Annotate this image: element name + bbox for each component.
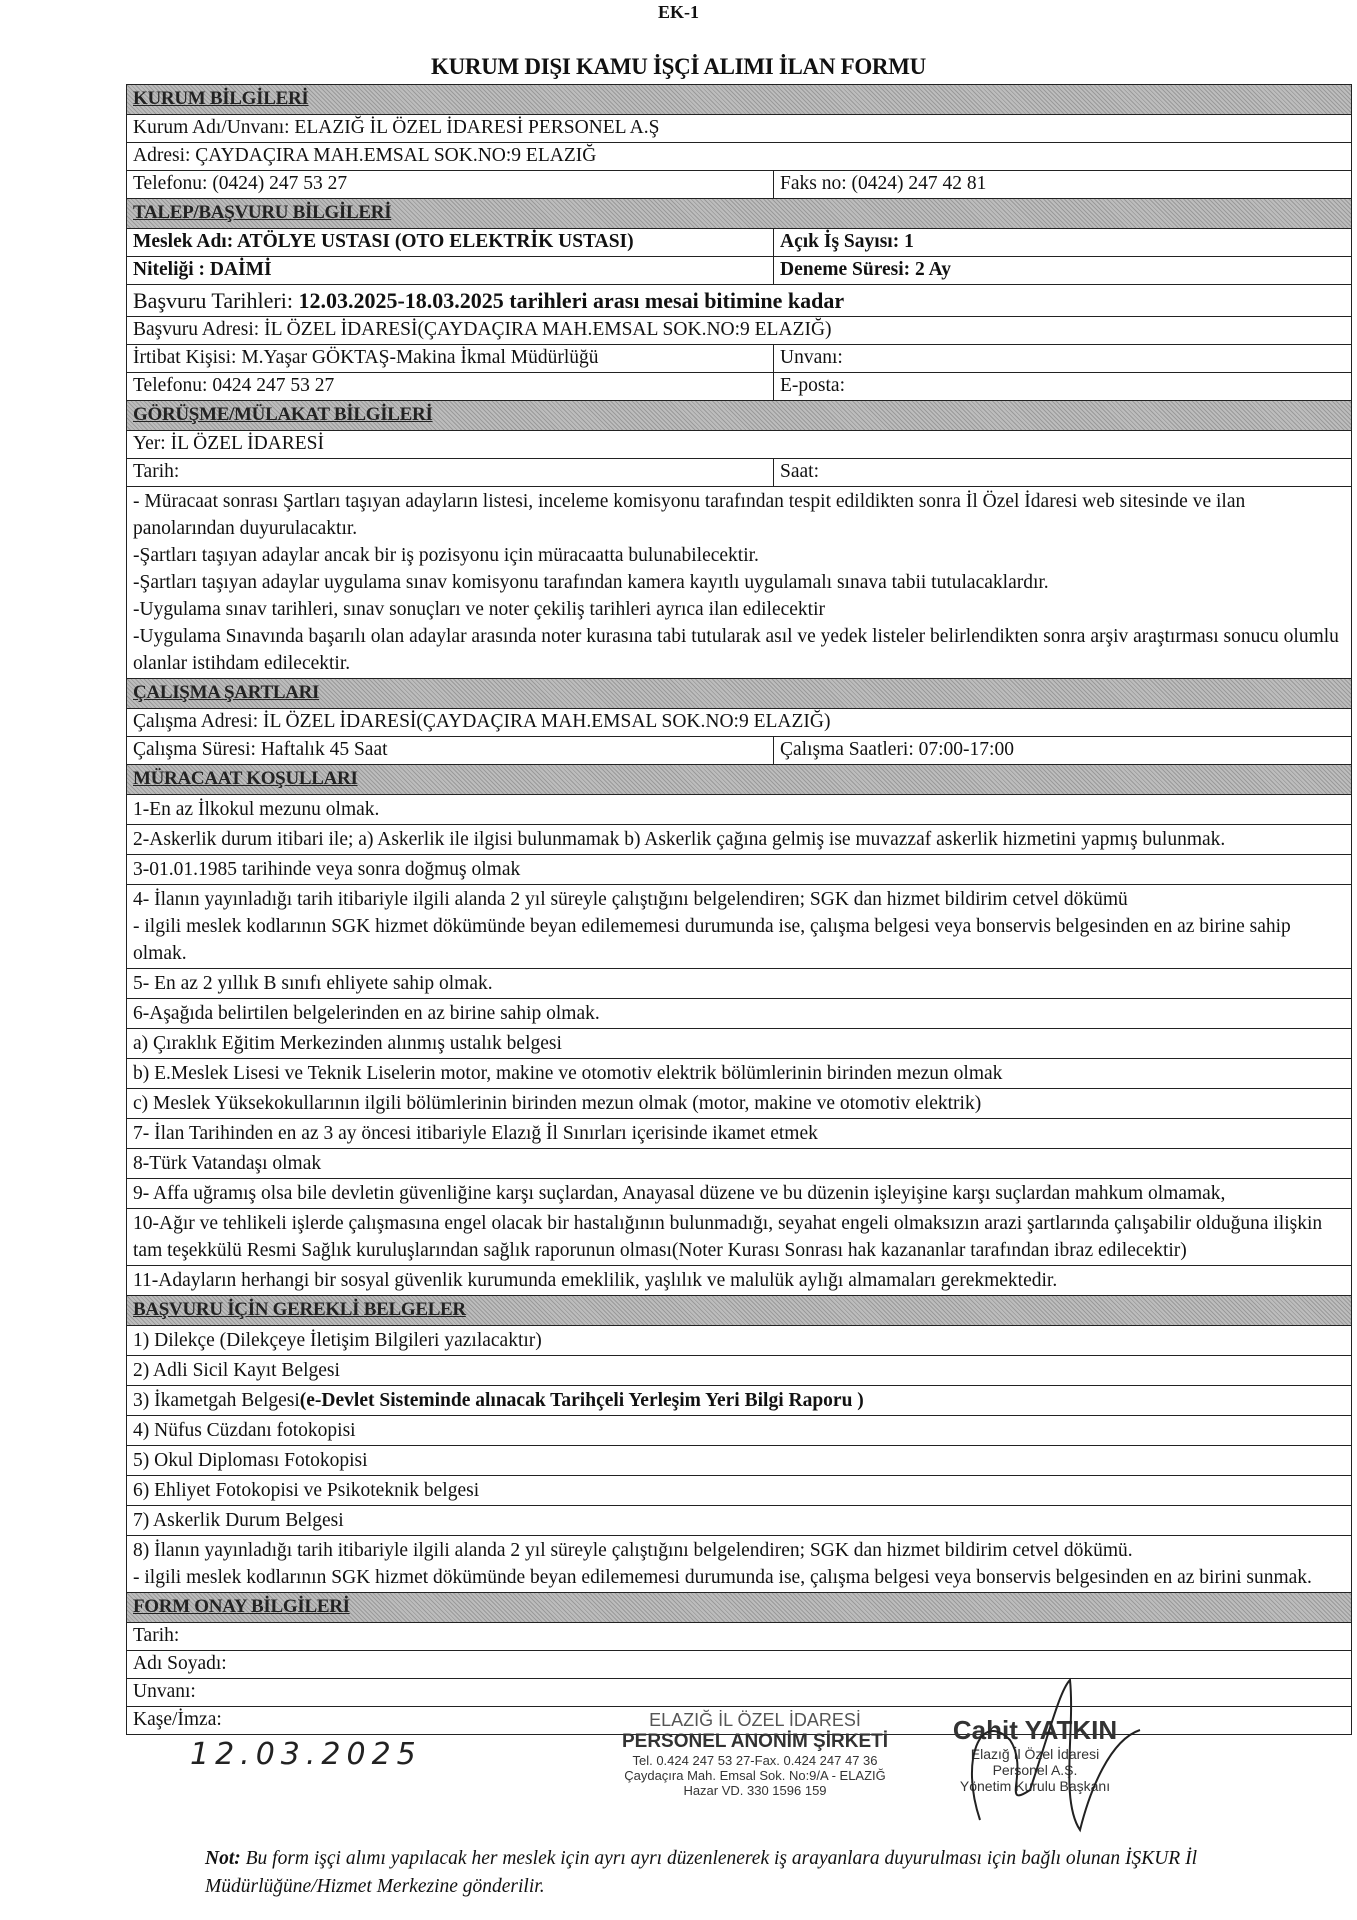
annex-label: EK-1 xyxy=(657,2,699,22)
document-item: 1) Dilekçe (Dilekçeye İletişim Bilgileri yazılacaktır) xyxy=(127,1326,1351,1356)
row-kurum-phone: Telefonu: (0424) 247 53 27 Faks no: (0424) 247 42 81 xyxy=(127,171,1351,199)
section-kurum: KURUM BİLGİLERİ xyxy=(127,85,1351,115)
row-meslek: Meslek Adı: ATÖLYE USTASI (OTO ELEKTRİK USTASI) Açık İş Sayısı: 1 xyxy=(127,229,1351,257)
row-basvuru-tarih: Başvuru Tarihleri: 12.03.2025-18.03.2025 tarihleri arası mesai bitimine kadar xyxy=(127,285,1351,317)
section-onay: FORM ONAY BİLGİLERİ xyxy=(127,1593,1351,1623)
document-item: 3) İkametgah Belgesi (e-Devlet Sisteminde alınacak Tarihçeli Yerleşim Yeri Bilgi Raporu ) xyxy=(127,1386,1351,1416)
condition-item: 6-Aşağıda belirtilen belgelerinden en az birine sahip olmak. xyxy=(127,999,1351,1029)
document-item: 2) Adli Sicil Kayıt Belgesi xyxy=(127,1356,1351,1386)
condition-item: 9- Affa uğramış olsa bile devletin güvenliğine karşı suçlardan, Anayasal düzene ve bu düzenin işleyişine karşı suçlardan mahkum olmamak, xyxy=(127,1179,1351,1209)
row-gorusme-notes: - Müracaat sonrası Şartları taşıyan adayların listesi, inceleme komisyonu tarafından tespit edildikten sonra İl Özel İdaresi web sitesinde ve ilan panolarından duyurulacaktır. -Şartları taşıyan adaylar ancak bir iş pozisyonu için müracaatta bulunabilecektir. -Şartları taşıyan adaylar uygulama sınav komisyonu tarafından kamera kayıtlı uygulamalı sınava tabii tutulacaklardır. -Uygulama sınav tarihleri, sınav sonuçları ve noter çekiliş tarihleri ayrıca ilan edilecektir -Uygulama Sınavında başarılı olan adaylar arasında noter kurasına tabi tutularak asıl ve yedek listeler belirlendikten sonra arşiv araştırması sonucu olumlu olanlar istihdam edilecektir. xyxy=(127,487,1351,679)
signature-stamp: Cahit YATKIN Elazığ İl Özel İdaresi Personel A.Ş. Yönetim Kurulu Başkanı xyxy=(952,1715,1118,1794)
condition-item: 4- İlanın yayınladığı tarih itibariyle ilgili alanda 2 yıl süreyle çalıştığını belgelendiren; SGK dan hizmet bildirim cetvel dökümü - ilgili meslek kodlarının SGK hizmet dökümünde beyan edilememesi durumunda ise, çalışma belgesi veya bonservis belgesinden en az birine sahip olmak. xyxy=(127,885,1351,969)
condition-item: 3-01.01.1985 tarihinde veya sonra doğmuş olmak xyxy=(127,855,1351,885)
job-posting-form xyxy=(126,84,1352,1735)
row-irtibat: İrtibat Kişisi: M.Yaşar GÖKTAŞ-Makina İkmal Müdürlüğü Unvanı: xyxy=(127,345,1351,373)
condition-item: 5- En az 2 yıllık B sınıfı ehliyete sahip olmak. xyxy=(127,969,1351,999)
condition-item: 11-Adayların herhangi bir sosyal güvenlik kurumunda emeklilik, yaşlılık ve malulük aylığı almamaları gerekmektedir. xyxy=(127,1266,1351,1296)
document-item: 5) Okul Diploması Fotokopisi xyxy=(127,1446,1351,1476)
row-basvuru-adres: Başvuru Adresi: İL ÖZEL İDARESİ(ÇAYDAÇIRA MAH.EMSAL SOK.NO:9 ELAZIĞ) xyxy=(127,317,1351,345)
document-item: 8) İlanın yayınladığı tarih itibariyle ilgili alanda 2 yıl süreyle çalıştığını belgelendiren; SGK dan hizmet bildirim cetvel dökümü. - ilgili meslek kodlarının SGK hizmet dökümünde beyan edilememesi durumunda ise, çalışma belgesi veya bonservis belgesinden en az birini sunmak. xyxy=(127,1536,1351,1593)
form-note: Not: Bu form işçi alımı yapılacak her meslek için ayrı ayrı düzenlenerek iş arayanlara duyurulması için bağlı olunan İŞKUR İl Müdürlüğüne/Hizmet Merkezine gönderilir. xyxy=(205,1848,1198,1897)
section-muracaat: MÜRACAAT KOŞULLARI xyxy=(127,765,1351,795)
row-nitelik: Niteliği : DAİMİ Deneme Süresi: 2 Ay xyxy=(127,257,1351,285)
row-yer: Yer: İL ÖZEL İDARESİ xyxy=(127,431,1351,459)
row-tarih-saat: Tarih: Saat: xyxy=(127,459,1351,487)
section-gorusme: GÖRÜŞME/MÜLAKAT BİLGİLERİ xyxy=(127,401,1351,431)
row-kurum-address: Adresi: ÇAYDAÇIRA MAH.EMSAL SOK.NO:9 ELAZIĞ xyxy=(127,143,1351,171)
company-stamp: ELAZIĞ İL ÖZEL İDARESİ PERSONEL ANONİM ŞİRKETİ Tel. 0.424 247 53 27-Fax. 0.424 247 47 36 Çaydaçıra Mah. Emsal Sok. No:9/A - ELAZIĞ Hazar VD. 330 1596 159 xyxy=(621,1710,889,1798)
condition-item: c) Meslek Yüksekokullarının ilgili bölümlerinin birinden mezun olmak (motor, makine ve otomotiv elektrik) xyxy=(127,1089,1351,1119)
row-calisma-adres: Çalışma Adresi: İL ÖZEL İDARESİ(ÇAYDAÇIRA MAH.EMSAL SOK.NO:9 ELAZIĞ) xyxy=(127,709,1351,737)
document-item: 6) Ehliyet Fotokopisi ve Psikoteknik belgesi xyxy=(127,1476,1351,1506)
condition-item: a) Çıraklık Eğitim Merkezinden alınmış ustalık belgesi xyxy=(127,1029,1351,1059)
row-kurum-name: Kurum Adı/Unvanı: ELAZIĞ İL ÖZEL İDARESİ PERSONEL A.Ş xyxy=(127,115,1351,143)
form-title: KURUM DIŞI KAMU İŞÇİ ALIMI İLAN FORMU xyxy=(431,54,926,79)
section-belgeler: BAŞVURU İÇİN GEREKLİ BELGELER xyxy=(127,1296,1351,1326)
row-calisma-sure: Çalışma Süresi: Haftalık 45 Saat Çalışma Saatleri: 07:00-17:00 xyxy=(127,737,1351,765)
row-onay-adi: Adı Soyadı: xyxy=(127,1651,1351,1679)
condition-item: 10-Ağır ve tehlikeli işlerde çalışmasına engel olacak bir hastalığının bulunmadığı, seyahat engeli olmaksızın arazi şartlarında çalışabilir olduğuna ilişkin tam teşekkülü Resmi Sağlık kuruluşlarından sağlık raporunun olması(Noter Kurası Sonrası hak kazananlar tarafından ibraz edilecektir) xyxy=(127,1209,1351,1266)
document-item: 4) Nüfus Cüzdanı fotokopisi xyxy=(127,1416,1351,1446)
handwritten-date: 12.03.2025 xyxy=(190,1737,422,1772)
signature-icon xyxy=(940,1670,1160,1850)
row-telefon: Telefonu: 0424 247 53 27 E-posta: xyxy=(127,373,1351,401)
section-calisma: ÇALIŞMA ŞARTLARI xyxy=(127,679,1351,709)
row-onay-tarih: Tarih: xyxy=(127,1623,1351,1651)
document-item: 7) Askerlik Durum Belgesi xyxy=(127,1506,1351,1536)
condition-item: b) E.Meslek Lisesi ve Teknik Liselerin motor, makine ve otomotiv elektrik bölümlerinin birinden mezun olmak xyxy=(127,1059,1351,1089)
row-onay-kase: Kaşe/İmza: xyxy=(127,1707,1351,1735)
condition-item: 2-Askerlik durum itibari ile; a) Askerlik ile ilgisi bulunmamak b) Askerlik çağına gelmiş ise muvazzaf askerlik hizmetini yapmış bulunmak. xyxy=(127,825,1351,855)
condition-item: 1-En az İlkokul mezunu olmak. xyxy=(127,795,1351,825)
section-talep: TALEP/BAŞVURU BİLGİLERİ xyxy=(127,199,1351,229)
row-onay-unvan: Unvanı: xyxy=(127,1679,1351,1707)
condition-item: 7- İlan Tarihinden en az 3 ay öncesi itibariyle Elazığ İl Sınırları içerisinde ikamet etmek xyxy=(127,1119,1351,1149)
condition-item: 8-Türk Vatandaşı olmak xyxy=(127,1149,1351,1179)
